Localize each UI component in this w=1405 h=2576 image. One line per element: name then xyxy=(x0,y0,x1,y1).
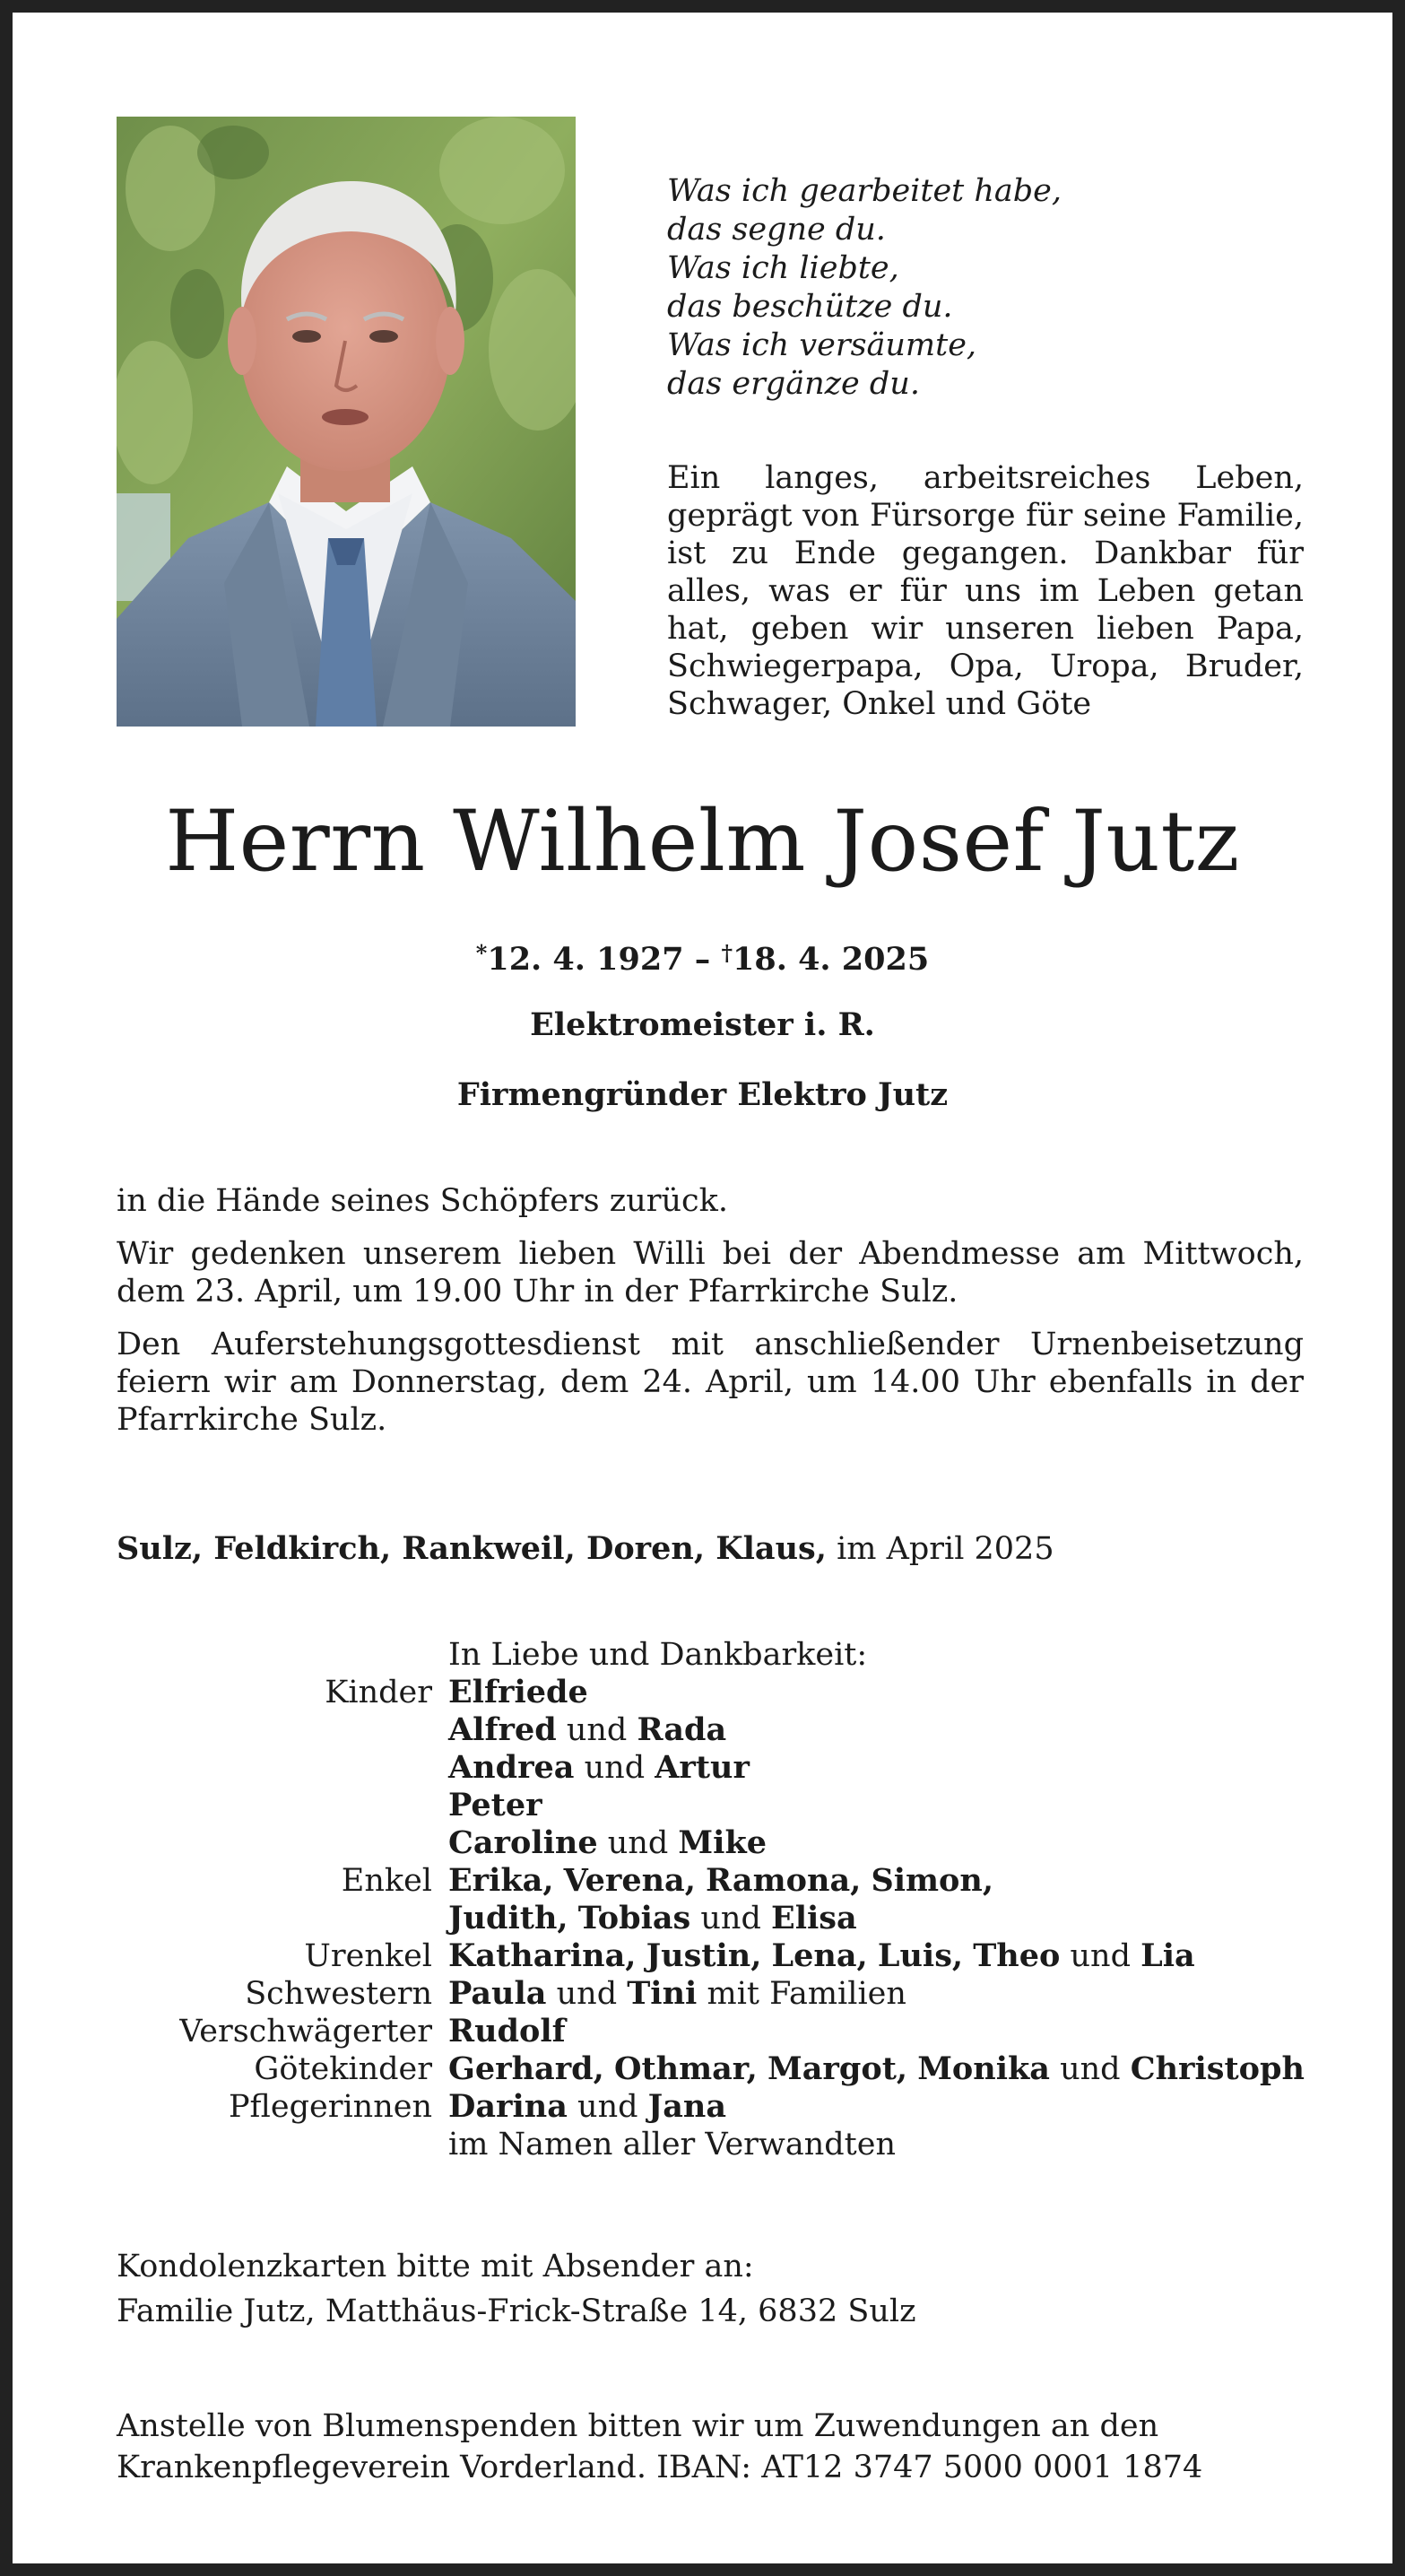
family-relation-label: Schwestern xyxy=(245,1976,432,2012)
announcement-body xyxy=(117,1182,1304,1454)
family-row xyxy=(117,2050,1318,2088)
donation-iban-line: Krankenpflegeverein Vorderland. IBAN: AT12 3747 5000 0001 1874 xyxy=(117,2450,1203,2485)
condolence-address-line: Familie Jutz, Matthäus-Frick-Straße 14, 6832 Sulz xyxy=(117,2293,916,2329)
portrait-photo xyxy=(117,117,576,727)
family-relation-label: Kinder xyxy=(325,1675,432,1710)
family-row xyxy=(117,2088,1318,2126)
poem-line: das beschütze du. xyxy=(667,289,953,325)
family-relation-label: Pflegerinnen xyxy=(229,2089,432,2125)
birth-date: 12. 4. 1927 xyxy=(487,941,684,978)
obituary-page xyxy=(13,13,1392,2563)
place-and-date xyxy=(117,1530,1304,1568)
family-relation-label xyxy=(117,1824,448,1862)
family-member-names: Judith, Tobias und Elisa xyxy=(448,1900,857,1936)
family-member-names: Andrea und Artur xyxy=(448,1749,750,1786)
place-month: im April 2025 xyxy=(837,1531,1054,1567)
family-member-names: Paula und Tini mit Familien xyxy=(448,1975,906,2012)
family-member-names: Rudolf xyxy=(448,2013,566,2049)
donation-line: Anstelle von Blumenspenden bitten wir um Zuwendungen an den xyxy=(117,2408,1159,2444)
death-symbol: † xyxy=(721,940,733,966)
family-footer: im Namen aller Verwandten xyxy=(448,2127,896,2163)
death-date: 18. 4. 2025 xyxy=(733,941,930,978)
family-relation-label: Urenkel xyxy=(304,1938,432,1974)
family-relation-label: Götekinder xyxy=(254,2051,432,2087)
family-row xyxy=(117,1975,1318,2013)
family-member-names: Darina und Jana xyxy=(448,2088,727,2125)
family-list xyxy=(117,1636,1318,2163)
deceased-name: Herrn Wilhelm Josef Jutz xyxy=(165,793,1240,891)
intro-text: Ein langes, arbeitsreiches Leben, geprägt von Fürsorge für seine Familie, ist zu Ende gegangen. Dankbar für alles, was er für uns im Leben getan hat, geben wir unseren lieben Papa, Schwiegerpapa, Opa, Uropa, Bruder, Schwager, Onkel und Göte xyxy=(667,460,1304,722)
poem-line: Was ich versäumte, xyxy=(667,327,977,363)
family-row xyxy=(117,1824,1318,1862)
family-row xyxy=(117,2013,1318,2050)
poem-line: Was ich gearbeitet habe, xyxy=(667,173,1062,209)
family-member-names: Caroline und Mike xyxy=(448,1824,767,1861)
poem xyxy=(667,172,1304,404)
family-rows xyxy=(117,1674,1318,2126)
profession-title: Elektromeister i. R. xyxy=(530,1006,875,1043)
family-row xyxy=(117,1674,1318,1711)
condolence-address xyxy=(117,2244,1304,2334)
family-member-names: Alfred und Rada xyxy=(448,1711,727,1748)
poem-line: das segne du. xyxy=(667,212,886,248)
body-paragraph: in die Hände seines Schöpfers zurück. xyxy=(117,1183,728,1219)
place-towns: Sulz, Feldkirch, Rankweil, Doren, Klaus, xyxy=(117,1530,827,1567)
family-member-names: Gerhard, Othmar, Margot, Monika und Christoph xyxy=(448,2050,1305,2087)
family-row xyxy=(117,1900,1318,1937)
donation-note xyxy=(117,2406,1304,2488)
family-relation-label xyxy=(117,1749,448,1787)
family-row xyxy=(117,1862,1318,1900)
family-member-names: Erika, Verena, Ramona, Simon, xyxy=(448,1862,994,1899)
company-founder-title: Firmengründer Elektro Jutz xyxy=(456,1076,949,1113)
body-paragraph: Den Auferstehungsgottesdienst mit anschließender Urnenbeisetzung feiern wir am Donnerstag, dem 24. April, um 14.00 Uhr ebenfalls in der Pfarrkirche Sulz. xyxy=(117,1327,1304,1438)
family-row xyxy=(117,1711,1318,1749)
family-relation-label xyxy=(117,1900,448,1937)
family-member-names: Elfriede xyxy=(448,1674,588,1710)
family-member-names: Katharina, Justin, Lena, Luis, Theo und Lia xyxy=(448,1937,1195,1974)
life-dates xyxy=(13,935,1392,979)
poem-line: Was ich liebte, xyxy=(667,250,899,286)
family-member-names: Peter xyxy=(448,1787,542,1823)
family-relation-label: Enkel xyxy=(341,1863,432,1899)
family-row xyxy=(117,1749,1318,1787)
date-separator: – xyxy=(694,941,711,978)
poem-line: das ergänze du. xyxy=(667,366,920,402)
family-relation-label: Verschwägerter xyxy=(179,2014,432,2049)
birth-symbol: * xyxy=(475,940,488,966)
family-relation-label xyxy=(117,1711,448,1749)
family-row xyxy=(117,1787,1318,1824)
family-relation-label xyxy=(117,1787,448,1824)
family-heading: In Liebe und Dankbarkeit: xyxy=(448,1637,868,1673)
body-paragraph: Wir gedenken unserem lieben Willi bei der Abendmesse am Mittwoch, dem 23. April, um 19.00 Uhr in der Pfarrkirche Sulz. xyxy=(117,1236,1304,1310)
family-row xyxy=(117,1937,1318,1975)
condolence-line: Kondolenzkarten bitte mit Absender an: xyxy=(117,2249,754,2284)
